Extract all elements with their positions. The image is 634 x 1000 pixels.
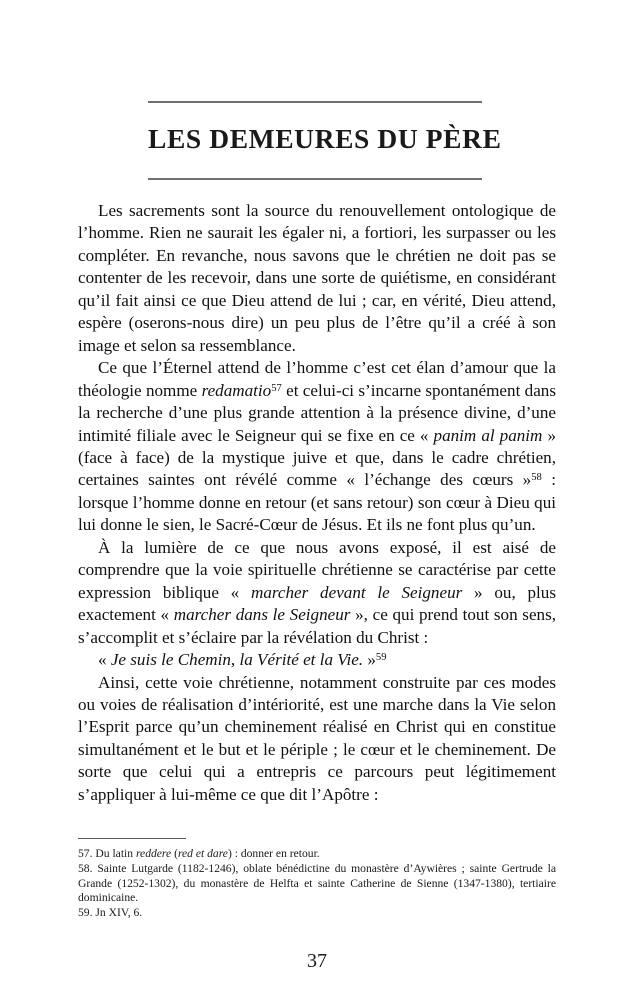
italic-run: panim al panim	[433, 425, 543, 445]
body-paragraph: Les sacrements sont la source du renouvellement ontologique de l’homme. Rien ne saurait les égaler ni, a fortiori, les surpasser ou les compléter. En revanche, nous savons que le chrétien ne doit pas se contenter de les recevoir, dans une sorte de quiétisme, en considérant qu’il fait ainsi ce que Dieu attend de lui ; car, en vérité, Dieu attend, espère (oserons-nous dire) un peu plus de l’être qu’il a créé à son image et selon sa ressemblance.	[78, 201, 556, 355]
title-rule-bottom	[148, 178, 482, 180]
text-run: »	[363, 650, 376, 670]
italic-run: reddere	[135, 847, 172, 861]
text-run: Ce que l’Éternel attend de l’homme c’est cet élan d’amour que la théologie nomme	[78, 358, 556, 400]
footnote-marker[interactable]: 57	[271, 382, 282, 394]
footnote-list	[78, 847, 556, 920]
italic-run: redamatio	[201, 380, 272, 400]
italic-run: red et dare	[177, 847, 228, 861]
chapter-title-block	[148, 101, 502, 180]
italic-run: marcher devant le Seigneur	[251, 582, 463, 602]
text-run: 57. Du latin	[78, 847, 136, 861]
text-run: «	[98, 650, 111, 670]
text-run: et celui-ci s’incarne spontanément dans la recherche d’une plus grande attention à la présence divine, d’une intimité filiale avec le Seigneur qui se fixe en ce «	[78, 380, 556, 445]
text-run: : lorsque l’homme donne en retour (et sans retour) son cœur à Dieu qui lui donne le sien, le Sacré-Cœur de Jésus. Et ils ne font plus qu’un.	[78, 470, 556, 535]
footnote-item	[78, 847, 556, 862]
footnotes-block	[78, 838, 556, 920]
footnote-item	[78, 862, 556, 906]
title-rule-top	[148, 101, 482, 103]
text-run: (	[171, 847, 178, 861]
footnote-marker[interactable]: 59	[375, 652, 387, 664]
text-run: », ce qui prend tout son sens, s’accomplit et s’éclaire par la révélation du Christ :	[78, 605, 556, 647]
page-number: 37	[307, 950, 327, 972]
italic-run: Je suis le Chemin, la Vérité et la Vie.	[110, 650, 364, 670]
scripture-quote-paragraph	[78, 649, 556, 671]
text-run: » ou, plus exactement «	[78, 582, 556, 625]
text-run: ) : donner en retour.	[227, 847, 320, 861]
body-paragraph	[78, 357, 556, 537]
footnote-separator-rule	[78, 838, 186, 839]
text-run: 58. Sainte Lutgarde (1182-1246), oblate bénédictine du monastère d’Aywières ; sainte Gertrude la Grande (1252-1302), du monastère de Helfta et sainte Catherine de Sienne (1347-1380), tertiaire dominicaine.	[78, 861, 556, 905]
footnote-marker[interactable]: 58	[531, 472, 542, 484]
text-run: 59. Jn XIV, 6.	[78, 905, 143, 919]
footnote-item	[78, 906, 556, 921]
body-paragraph	[78, 537, 556, 649]
page-title: LES DEMEURES DU PÈRE	[148, 123, 502, 155]
text-run: » (face à face) de la mystique juive et que, dans le cadre chrétien, certaines saintes ont révélé comme « l’échange des cœurs »	[78, 425, 557, 490]
italic-run: marcher dans le Seigneur	[173, 605, 351, 625]
body-paragraph: Ainsi, cette voie chrétienne, notamment construite par ces modes ou voies de réalisation d’intériorité, est une marche dans la Vie selon l’Esprit parce qu’un cheminement réalisé en Christ qui en constitue simultanément et le but et le périple ; le cœur et le cheminement. De sorte que celui qui a entrepris ce parcours peut légitimement s’appliquer à lui-même ce que dit l’Apôtre :	[78, 672, 556, 804]
body-text	[78, 200, 556, 806]
text-run: À la lumière de ce que nous avons exposé, il est aisé de comprendre que la voie spirituelle chrétienne se caractérise par cette expression biblique «	[78, 537, 556, 602]
